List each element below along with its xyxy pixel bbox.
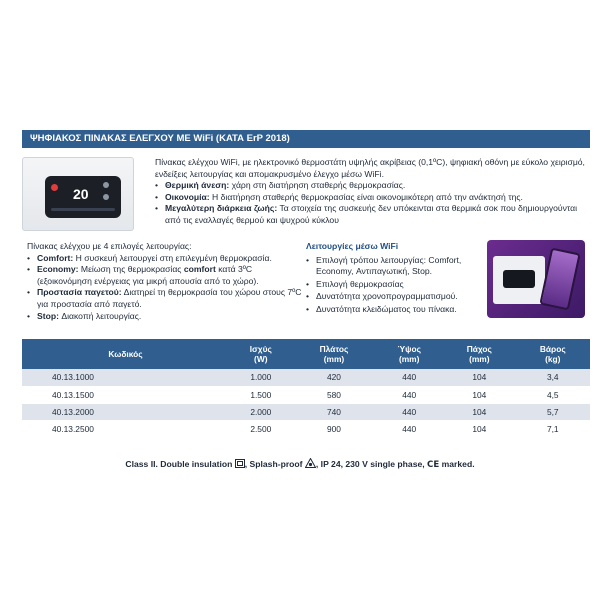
header-line: Πάχος: [466, 344, 492, 354]
table-cell: 104: [443, 403, 515, 420]
panel-screen-graphic: [503, 270, 535, 288]
thermostat-display-value: 20: [73, 186, 89, 202]
bullet-label: Μεγαλύτερη διάρκεια ζωής:: [165, 203, 278, 214]
table-cell: 740: [293, 403, 376, 420]
column-header: [516, 339, 590, 369]
footer-text: , Splash-proof: [244, 459, 305, 469]
plus-button-icon: [103, 194, 109, 200]
splash-proof-icon: [305, 458, 316, 468]
table-cell: 40.13.1000: [22, 369, 229, 386]
mode-item: [27, 311, 307, 323]
table-cell: 2.500: [229, 420, 293, 437]
header-unit: (mm): [323, 354, 345, 364]
intro-bullet: [155, 180, 590, 192]
footer-text: Class II. Double insulation: [125, 459, 235, 469]
table-cell: 420: [293, 369, 376, 386]
modes-intro: Πίνακας ελέγχου με 4 επιλογές λειτουργίας:: [27, 241, 192, 251]
table-cell: 7,1: [516, 420, 590, 437]
table-cell: 104: [443, 369, 515, 386]
mode-text: Διακοπή λειτουργίας.: [58, 310, 142, 321]
bullet-text: χάρη στη διατήρηση σταθερής θερμοκρασίας.: [229, 180, 406, 191]
footer-text: , IP 24, 230 V single phase,: [315, 459, 428, 469]
table-cell: 580: [293, 386, 376, 403]
mode-item: [27, 253, 307, 265]
wifi-function-item: • Επιλογή θερμοκρασίας: [306, 279, 486, 291]
mode-label: Comfort:: [37, 252, 74, 263]
wifi-functions-title: Λειτουργίες μέσω WiFi: [306, 241, 399, 251]
mode-text: Μείωση της θερμοκρασίας: [78, 264, 184, 275]
footer-note: [0, 458, 600, 470]
mode-item: [27, 287, 307, 310]
intro-bullet: [155, 203, 590, 226]
table-cell: 3,4: [516, 369, 590, 386]
table-cell: 440: [375, 403, 443, 420]
wifi-app-image: [487, 240, 585, 318]
table-cell: 104: [443, 386, 515, 403]
column-header: [443, 339, 515, 369]
mode-label: Stop:: [37, 310, 59, 321]
table-cell: 40.13.1500: [22, 386, 229, 403]
table-row: [22, 369, 590, 386]
column-header: [293, 339, 376, 369]
table-row: [22, 403, 590, 420]
intro-block: [155, 157, 590, 227]
footer-text: marked.: [439, 459, 475, 469]
table-cell: 1.000: [229, 369, 293, 386]
wifi-function-item: • Επιλογή τρόπου λειτουργίας: Comfort, Economy, Αντιπαγωτική, Stop.: [306, 255, 486, 278]
intro-bullet: [155, 192, 590, 204]
table-cell: 40.13.2500: [22, 420, 229, 437]
modes-list: [27, 253, 307, 323]
thermostat-screen: [45, 176, 121, 218]
section-title: ΨΗΦΙΑΚΟΣ ΠΙΝΑΚΑΣ ΕΛΕΓΧΟΥ ΜΕ WiFi (ΚΑΤΑ ErP 2018): [22, 130, 590, 148]
table-header-row: [22, 339, 590, 369]
modes-block: [27, 241, 307, 322]
column-header: [22, 339, 229, 369]
column-header: [375, 339, 443, 369]
mode-text: Η συσκευή λειτουργεί στη επιλεγμένη θερμοκρασία.: [73, 252, 272, 263]
header-unit: (mm): [469, 354, 490, 364]
mode-label-inline: comfort: [183, 264, 216, 275]
header-unit: (mm): [398, 354, 420, 364]
wifi-functions-block: [306, 241, 486, 317]
table-cell: 440: [375, 386, 443, 403]
heat-indicator-icon: [51, 184, 58, 191]
bullet-label: Θερμική άνεση:: [165, 180, 230, 191]
bullet-text: Η διατήρηση σταθερής θερμοκρασίας είναι οικονομικότερη από την ανάκτησή της.: [209, 191, 523, 202]
double-insulation-icon: [235, 459, 245, 468]
mode-label: Economy:: [37, 264, 79, 275]
smartphone-icon: [539, 248, 580, 311]
header-line: Πλάτος: [319, 344, 349, 354]
header-unit: (kg): [545, 354, 561, 364]
table-cell: 900: [293, 420, 376, 437]
table-row: [22, 420, 590, 437]
mode-item: [27, 264, 307, 287]
mode-text: Διατηρεί τη θερμοκρασία του χώρου στους 7ºC για προστασία από παγετό.: [37, 287, 302, 309]
ce-mark-icon: CE: [427, 460, 440, 470]
table-cell: 1.500: [229, 386, 293, 403]
table-cell: 2.000: [229, 403, 293, 420]
wifi-function-item: • Δυνατότητα κλειδώματος του πίνακα.: [306, 304, 486, 316]
table-cell: 4,5: [516, 386, 590, 403]
column-header: [229, 339, 293, 369]
header-line: Κωδικός: [108, 349, 143, 359]
intro-paragraph: Πίνακας ελέγχου WiFi, με ηλεκτρονικό θερμοστάτη υψηλής ακρίβειας (0,1ºC), ψηφιακή οθόνη με εύκολο χειρισμό, ενδείξεις λειτουργίας και απομακρυσμένο έλεγχο μέσω WiFi.: [155, 157, 585, 179]
mode-text: κατά 3ºC (εξοικονόμηση ενέργειας για μικρή απουσία από το χώρο).: [37, 264, 259, 286]
bullet-text: Τα στοιχεία της συσκευής δεν υπόκεινται στα θερμικά σοκ που δημιουργούνται από τις εναλλαγές θερμού και ψυχρού κύκλου: [165, 203, 578, 225]
display-bar: [51, 208, 115, 211]
header-line: Ισχύς: [249, 344, 272, 354]
mode-label: Προστασία παγετού:: [37, 287, 122, 298]
header-unit: (W): [254, 354, 268, 364]
header-line: Βάρος: [539, 344, 566, 354]
intro-bullet-list: [155, 180, 590, 226]
table-cell: 104: [443, 420, 515, 437]
table-cell: 5,7: [516, 403, 590, 420]
table-row: [22, 386, 590, 403]
wifi-functions-list: [306, 255, 486, 316]
table-cell: 40.13.2000: [22, 403, 229, 420]
heater-panel-graphic: [493, 256, 545, 304]
spec-table: [22, 339, 590, 438]
table-cell: 440: [375, 420, 443, 437]
header-line: Ύψος: [397, 344, 421, 354]
table-cell: 440: [375, 369, 443, 386]
wifi-function-item: • Δυνατότητα χρονοπρογραμματισμού.: [306, 291, 486, 303]
thermostat-panel-image: [22, 157, 134, 231]
bullet-label: Οικονομία:: [165, 191, 210, 202]
mode-button-icon: [103, 182, 109, 188]
